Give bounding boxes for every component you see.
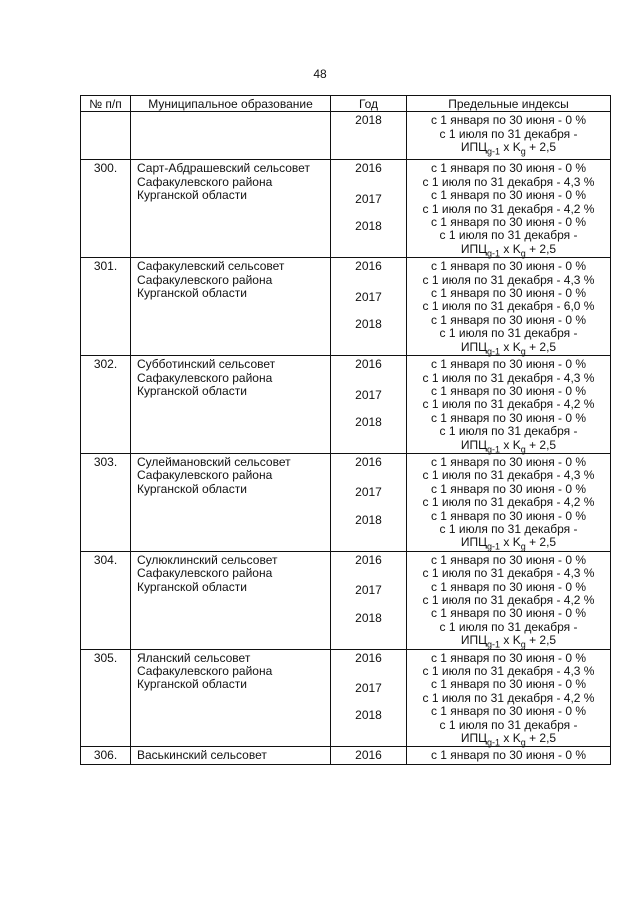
year-2016: 2016 <box>355 357 382 372</box>
row-years <box>331 356 407 454</box>
table-row <box>81 258 611 356</box>
index-line: с 1 июля по 31 декабря - 4,3 % <box>422 664 595 679</box>
index-formula: $ИПЦ_{g-1}$ x $K_g + 2,5$ <box>460 140 557 157</box>
row-years <box>331 649 407 747</box>
year-2016: 2016 <box>355 454 382 469</box>
index-line: с 1 января по 30 июня - 0 % <box>430 748 587 763</box>
index-line: с 1 января по 30 июня - 0 % <box>430 259 587 274</box>
page-number: 48 <box>313 67 327 81</box>
row-years <box>331 160 407 258</box>
index-line: с 1 июля по 31 декабря - 6,0 % <box>422 299 595 314</box>
header-num: № п/п <box>81 96 131 112</box>
index-formula: $ИПЦ_{g-1}$ x $K_g + 2,5$ <box>460 633 557 650</box>
row-indexes <box>407 258 611 356</box>
index-line: с 1 января по 30 июня - 0 % <box>430 454 587 469</box>
row-municipality: Сулеймановский сельсовет Сафакулевского района Курганской области <box>131 453 331 551</box>
row-indexes <box>407 356 611 454</box>
index-line: с 1 июля по 31 декабря - <box>439 326 578 341</box>
index-line: с 1 января по 30 июня - 0 % <box>430 113 587 128</box>
row-num: 306. <box>81 747 131 764</box>
index-line: с 1 июля по 31 декабря - <box>439 717 578 732</box>
index-line: с 1 января по 30 июня - 0 % <box>430 552 587 567</box>
index-line: с 1 января по 30 июня - 0 % <box>430 383 587 398</box>
row-municipality <box>131 112 331 160</box>
row-indexes <box>407 453 611 551</box>
index-line: с 1 июля по 31 декабря - 4,2 % <box>422 495 595 510</box>
index-line: с 1 июля по 31 декабря - 4,3 % <box>422 566 595 581</box>
year-2016: 2016 <box>355 161 382 176</box>
index-line: с 1 июля по 31 декабря - <box>439 424 578 439</box>
row-indexes <box>407 747 611 764</box>
year-2016: 2016 <box>355 748 382 763</box>
index-line: с 1 июля по 31 декабря - 4,2 % <box>422 201 595 216</box>
index-line: с 1 июля по 31 декабря - 4,3 % <box>422 370 595 385</box>
table-row <box>81 649 611 747</box>
table-row <box>81 112 611 160</box>
index-formula: $ИПЦ_{g-1}$ x $K_g + 2,5$ <box>460 339 557 357</box>
row-years <box>331 747 407 764</box>
index-line: с 1 июля по 31 декабря - <box>439 126 578 141</box>
row-years <box>331 258 407 356</box>
year-2018: 2018 <box>355 113 382 128</box>
index-line: с 1 июля по 31 декабря - <box>439 228 578 243</box>
index-line: с 1 января по 30 июня - 0 % <box>430 188 587 203</box>
year-2017: 2017 <box>355 387 382 402</box>
index-formula: $ИПЦ_{g-1}$ x $K_g + 2,5$ <box>460 437 557 454</box>
index-line: с 1 января по 30 июня - 0 % <box>430 312 587 327</box>
index-line: с 1 января по 30 июня - 0 % <box>430 161 587 176</box>
row-indexes <box>407 551 611 649</box>
index-formula: $ИПЦ_{g-1}$ x $K_g + 2,5$ <box>460 241 557 259</box>
table-row <box>81 453 611 551</box>
row-indexes <box>407 649 611 747</box>
year-2017: 2017 <box>355 289 382 304</box>
row-num: 304. <box>81 551 131 649</box>
index-line: с 1 июля по 31 декабря - 4,2 % <box>422 593 595 607</box>
index-line: с 1 июля по 31 декабря - 4,2 % <box>422 690 595 705</box>
index-line: с 1 января по 30 июня - 0 % <box>430 286 587 301</box>
row-municipality: Яланский сельсовет Сафакулевского района Курганской области <box>131 649 331 747</box>
index-line: с 1 июля по 31 декабря - <box>439 619 578 634</box>
year-2018: 2018 <box>355 708 382 723</box>
row-years <box>331 551 407 649</box>
index-line: с 1 января по 30 июня - 0 % <box>430 357 587 372</box>
header-indexes: Предельные индексы <box>407 96 611 112</box>
indexes-table <box>80 95 611 765</box>
index-line: с 1 июля по 31 декабря - 4,3 % <box>422 174 595 189</box>
year-2018: 2018 <box>355 317 382 332</box>
row-municipality: Сулюклинский сельсовет Сафакулевского района Курганской области <box>131 551 331 649</box>
year-2016: 2016 <box>355 650 382 665</box>
table-row <box>81 356 611 454</box>
row-indexes <box>407 112 611 160</box>
row-num: 303. <box>81 453 131 551</box>
index-line: с 1 июля по 31 декабря - 4,3 % <box>422 468 595 483</box>
year-2017: 2017 <box>355 583 382 598</box>
index-line: с 1 января по 30 июня - 0 % <box>430 677 587 692</box>
table-row <box>81 551 611 649</box>
year-2018: 2018 <box>355 219 382 234</box>
row-num <box>81 112 131 160</box>
index-line: с 1 января по 30 июня - 0 % <box>430 410 587 425</box>
row-municipality: Сарт-Абдрашевский сельсовет Сафакулевского района Курганской области <box>131 160 331 258</box>
table-header-row <box>81 96 611 112</box>
row-num: 302. <box>81 356 131 454</box>
row-municipality: Васькинский сельсовет <box>131 747 331 764</box>
row-municipality: Сафакулевский сельсовет Сафакулевского района Курганской области <box>131 258 331 356</box>
row-municipality: Субботинский сельсовет Сафакулевского района Курганской области <box>131 356 331 454</box>
index-line: с 1 января по 30 июня - 0 % <box>430 508 587 523</box>
index-line: с 1 января по 30 июня - 0 % <box>430 215 587 230</box>
header-municipality: Муниципальное образование <box>131 96 331 112</box>
row-num: 305. <box>81 649 131 747</box>
index-line: с 1 июля по 31 декабря - <box>439 521 578 536</box>
index-line: с 1 января по 30 июня - 0 % <box>430 579 587 594</box>
year-2017: 2017 <box>355 191 382 206</box>
year-2017: 2017 <box>355 681 382 696</box>
row-years <box>331 112 407 160</box>
year-2017: 2017 <box>355 485 382 500</box>
year-2016: 2016 <box>355 552 382 567</box>
row-years <box>331 453 407 551</box>
row-indexes <box>407 160 611 258</box>
index-formula: $ИПЦ_{g-1}$ x $K_g + 2,5$ <box>460 535 557 552</box>
year-2018: 2018 <box>355 512 382 527</box>
table-row <box>81 747 611 764</box>
row-num: 300. <box>81 160 131 258</box>
index-line: с 1 июля по 31 декабря - 4,2 % <box>422 397 595 412</box>
index-line: с 1 января по 30 июня - 0 % <box>430 650 587 665</box>
index-line: с 1 января по 30 июня - 0 % <box>430 606 587 621</box>
header-year: Год <box>331 96 407 112</box>
year-2016: 2016 <box>355 259 382 274</box>
index-line: с 1 июля по 31 декабря - 4,3 % <box>422 272 595 287</box>
table-row <box>81 160 611 258</box>
year-2018: 2018 <box>355 414 382 429</box>
index-line: с 1 января по 30 июня - 0 % <box>430 704 587 719</box>
index-formula: $ИПЦ_{g-1}$ x $K_g + 2,5$ <box>460 731 557 748</box>
year-2018: 2018 <box>355 610 382 625</box>
row-num: 301. <box>81 258 131 356</box>
index-line: с 1 января по 30 июня - 0 % <box>430 481 587 496</box>
